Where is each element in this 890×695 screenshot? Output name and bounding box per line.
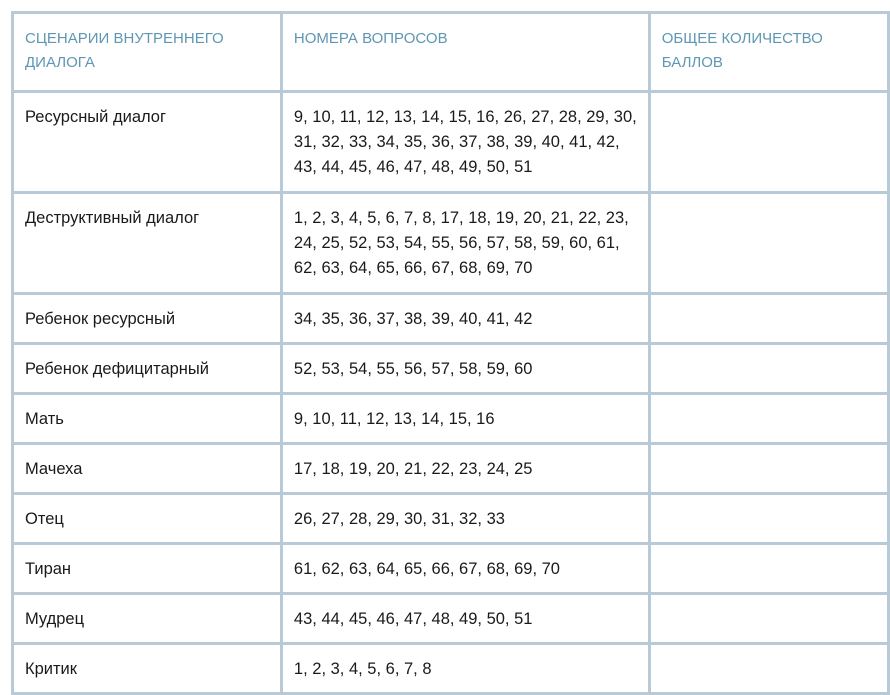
scoring-table <box>11 11 890 695</box>
questions-cell: 9, 10, 11, 12, 13, 14, 15, 16, 26, 27, 28, 29, 30, 31, 32, 33, 34, 35, 36, 37, 38, 39, 40, 41, 42, 43, 44, 45, 46, 47, 48, 49, 50, 51 <box>281 92 649 193</box>
scenario-cell: Критик <box>13 644 282 694</box>
questions-cell: 17, 18, 19, 20, 21, 22, 23, 24, 25 <box>281 444 649 494</box>
questions-cell: 43, 44, 45, 46, 47, 48, 49, 50, 51 <box>281 594 649 644</box>
total-cell[interactable] <box>649 544 888 594</box>
questions-cell: 52, 53, 54, 55, 56, 57, 58, 59, 60 <box>281 344 649 394</box>
total-cell[interactable] <box>649 494 888 544</box>
scenario-cell: Мудрец <box>13 594 282 644</box>
questions-cell: 26, 27, 28, 29, 30, 31, 32, 33 <box>281 494 649 544</box>
table-row <box>13 494 889 544</box>
questions-cell: 61, 62, 63, 64, 65, 66, 67, 68, 69, 70 <box>281 544 649 594</box>
questions-cell: 1, 2, 3, 4, 5, 6, 7, 8, 17, 18, 19, 20, 21, 22, 23, 24, 25, 52, 53, 54, 55, 56, 57, 58, 59, 60, 61, 62, 63, 64, 65, 66, 67, 68, 69, 70 <box>281 193 649 294</box>
table-row <box>13 193 889 294</box>
total-cell[interactable] <box>649 644 888 694</box>
table-row <box>13 644 889 694</box>
table-row <box>13 444 889 494</box>
scenario-cell: Ресурсный диалог <box>13 92 282 193</box>
table-row <box>13 92 889 193</box>
total-cell[interactable] <box>649 294 888 344</box>
scenario-cell: Мать <box>13 394 282 444</box>
scoring-table-container <box>11 11 890 695</box>
total-cell[interactable] <box>649 344 888 394</box>
table-row <box>13 344 889 394</box>
scenario-cell: Деструктивный диалог <box>13 193 282 294</box>
total-cell[interactable] <box>649 394 888 444</box>
questions-cell: 34, 35, 36, 37, 38, 39, 40, 41, 42 <box>281 294 649 344</box>
total-cell[interactable] <box>649 92 888 193</box>
total-cell[interactable] <box>649 193 888 294</box>
table-row <box>13 544 889 594</box>
table-row <box>13 594 889 644</box>
questions-cell: 1, 2, 3, 4, 5, 6, 7, 8 <box>281 644 649 694</box>
table-row <box>13 394 889 444</box>
table-header-row <box>13 13 889 92</box>
header-total-score: ОБЩЕЕ КОЛИЧЕСТВО БАЛЛОВ <box>649 13 888 92</box>
scenario-cell: Отец <box>13 494 282 544</box>
scenario-cell: Тиран <box>13 544 282 594</box>
total-cell[interactable] <box>649 594 888 644</box>
scenario-cell: Мачеха <box>13 444 282 494</box>
header-scenarios: СЦЕНАРИИ ВНУТРЕННЕГО ДИАЛОГА <box>13 13 282 92</box>
scenario-cell: Ребенок ресурсный <box>13 294 282 344</box>
total-cell[interactable] <box>649 444 888 494</box>
questions-cell: 9, 10, 11, 12, 13, 14, 15, 16 <box>281 394 649 444</box>
scenario-cell: Ребенок дефицитарный <box>13 344 282 394</box>
table-row <box>13 294 889 344</box>
header-question-numbers: НОМЕРА ВОПРОСОВ <box>281 13 649 92</box>
